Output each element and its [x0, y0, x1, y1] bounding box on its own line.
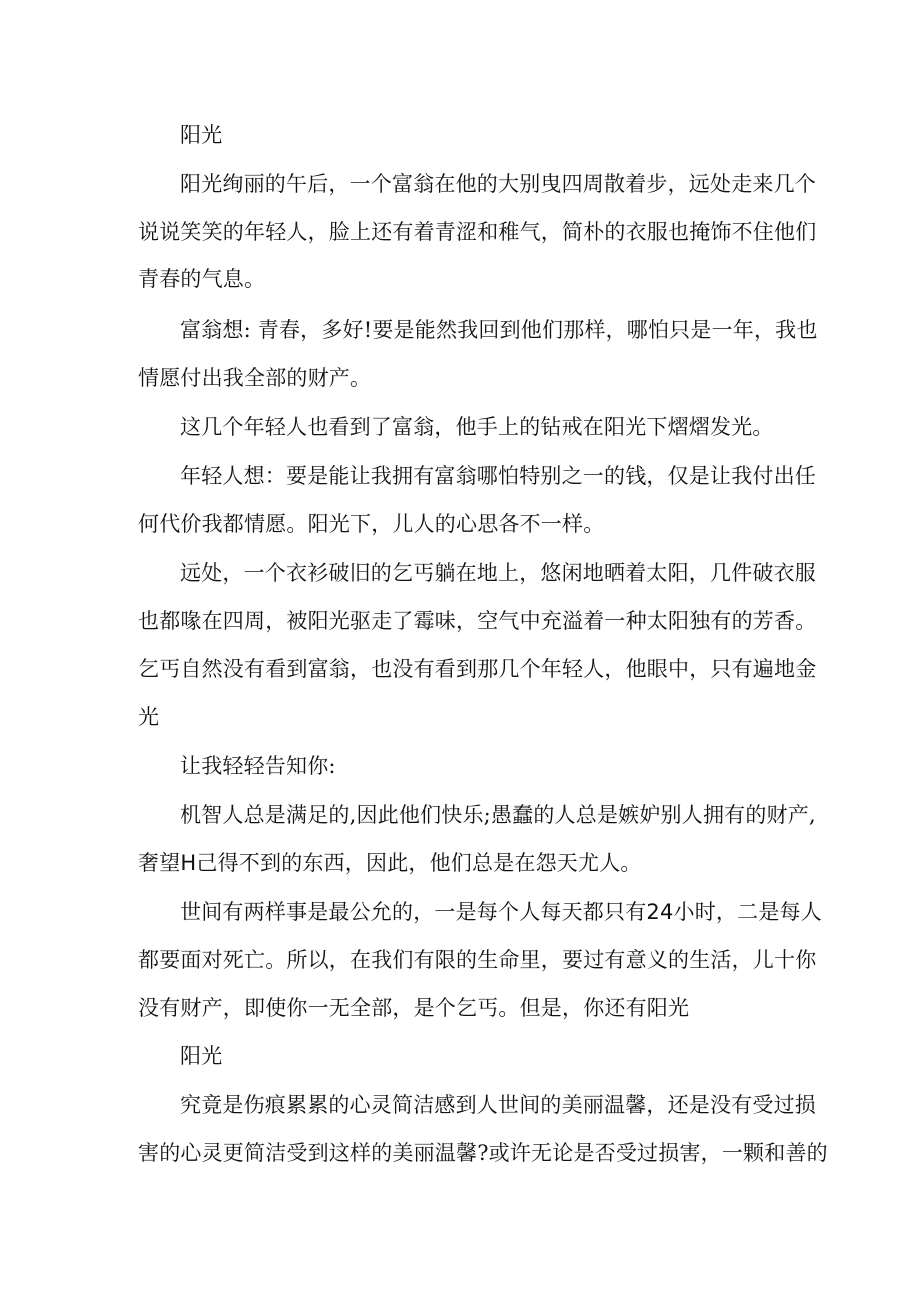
paragraph-7-line-1: 机智人总是满足的,因此他们快乐;愚蠢的人总是嫉妒别人拥有的财产, — [180, 803, 816, 827]
paragraph-9-line-1: 究竟是伤痕累累的心灵简洁感到人世间的美丽温馨，还是没有受过损 — [180, 1093, 816, 1117]
paragraph-9-line-2: 害的心灵更简洁受到这样的美丽温馨?或许无论是否受过损害，一颗和善的 — [138, 1141, 828, 1165]
paragraph-3-line-1: 这几个年轻人也看到了富翁，他手上的钻戒在阳光下熠熠发光。 — [180, 415, 774, 439]
paragraph-2-line-2: 情愿付出我全部的财产。 — [138, 366, 372, 390]
paragraph-7-line-2-part-1: 奢望 — [138, 851, 181, 875]
paragraph-1-line-1: 阳光绚丽的午后，一个富翁在他的大别曳四周散着步，远处走来几个 — [180, 172, 816, 196]
paragraph-5-line-3: 乞丐自然没有看到富翁，也没有看到那几个年轻人，他眼中，只有遍地金 — [138, 657, 817, 681]
section-title-sunshine-2: 阳光 — [180, 1044, 223, 1068]
paragraph-5-line-4: 光 — [138, 705, 160, 729]
paragraph-8-line-1-part-1: 世间有两样事是最公允的，一是每个人每天都只有 — [180, 900, 647, 924]
paragraph-8-line-1-part-2: 小时，二是每人 — [673, 900, 822, 924]
paragraph-8-line-1-number: 24 — [646, 900, 674, 924]
paragraph-2-line-1: 富翁想: 青春，多好!要是能然我回到他们那样，哪怕只是一年，我也 — [180, 318, 818, 342]
section-title-sunshine-1: 阳光 — [180, 123, 223, 147]
paragraph-6-line-1: 让我轻轻告知你: — [180, 754, 336, 778]
paragraph-4-line-1: 年轻人想：要是能让我拥有富翁哪怕特别之一的钱，仅是让我付出任 — [180, 464, 816, 488]
paragraph-1-line-2: 说说笑笑的年轻人，脸上还有着青涩和稚气，简朴的衣服也掩饰不住他们 — [138, 220, 817, 244]
paragraph-7-line-2-part-2: 己得不到的东西，因此，他们总是在怨天尤人。 — [196, 851, 642, 875]
paragraph-7-line-2 — [138, 849, 642, 877]
paragraph-5-line-1: 远处，一个衣衫破旧的乞丐躺在地上，悠闲地晒着太阳，几件破衣服 — [180, 561, 816, 585]
paragraph-8-line-3: 没有财产，即使你一无全部，是个乞丐。但是，你还有阳光 — [138, 996, 690, 1020]
paragraph-8-line-2: 都要面对死亡。所以，在我们有限的生命里，要过有意义的生活，儿十你 — [138, 948, 817, 972]
paragraph-8-line-1 — [180, 898, 822, 926]
paragraph-1-line-3: 青春的气息。 — [138, 267, 266, 291]
paragraph-7-line-2-glyph-h: H — [180, 851, 197, 875]
paragraph-5-line-2: 也都喙在四周，被阳光驱走了霉味，空气中充溢着一种太阳独有的芳香。 — [138, 609, 817, 633]
paragraph-4-line-2: 何代价我都情愿。阳光下，儿人的心思各不一样。 — [138, 512, 605, 536]
